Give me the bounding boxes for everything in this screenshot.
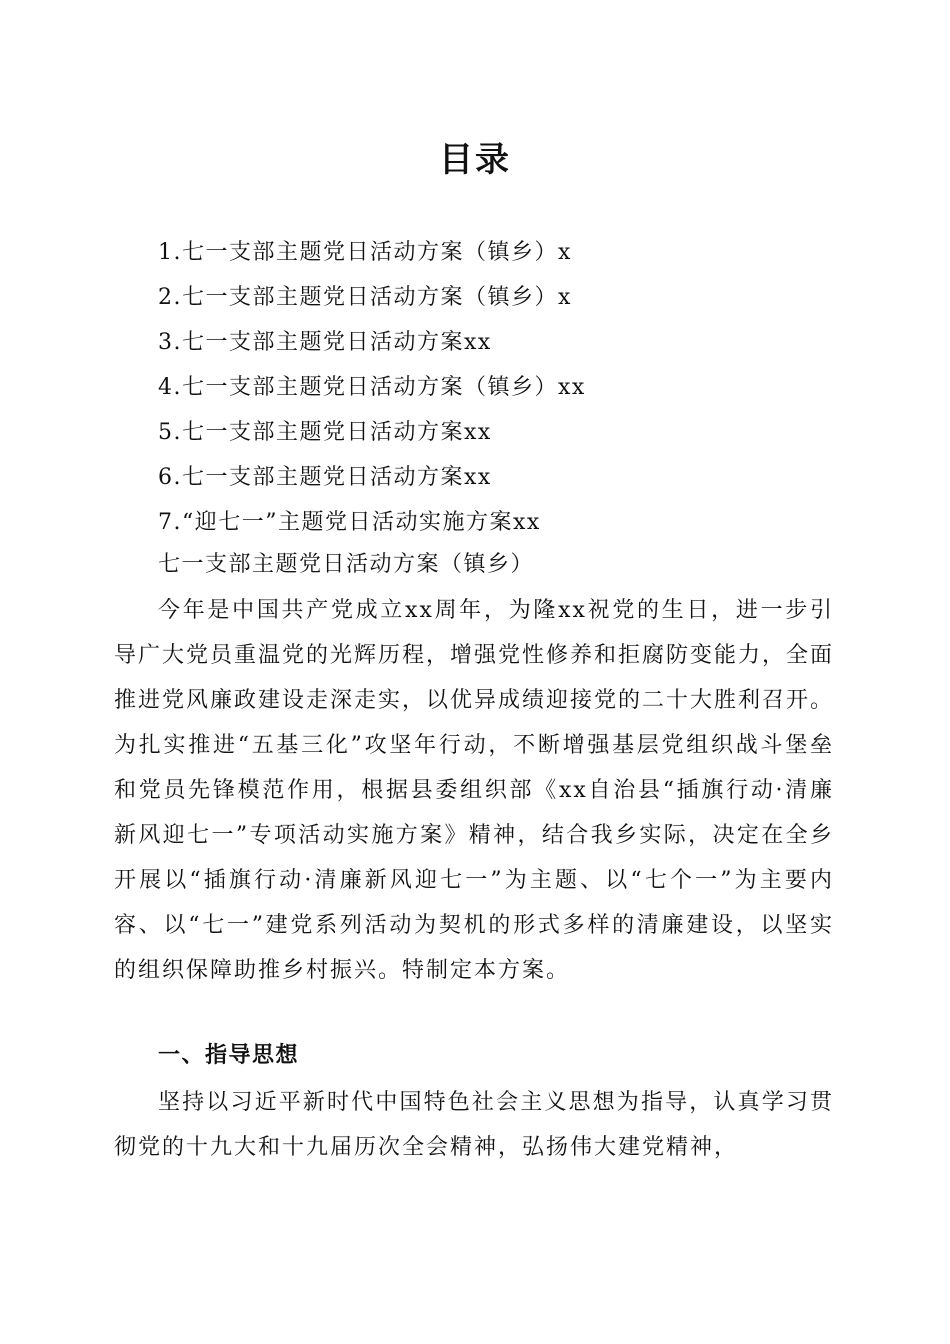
toc-item: 7.“迎七一”主题党日活动实施方案xx xyxy=(158,510,541,535)
section-heading-guiding-ideology: 一、指导思想 xyxy=(158,1043,300,1068)
toc-item: 2.七一支部主题党日活动方案（镇乡）x xyxy=(158,285,572,310)
intro-paragraph: 今年是中国共产党成立xx周年，为隆xx祝党的生日，进一步引导广大党员重温党的光辉历程，增强党性修养和拒腐防变能力，全面推进党风廉政建设走深走实，以优异成绩迎接党的二十大胜利召开。为扎实推进“五基三化”攻坚年行动，不断增强基层党组织战斗堡垒和党员先锋模范作用，根据县委组织部《xx自治县“插旗行动·清廉新风迎七一”专项活动实施方案》精神，结合我乡实际，决定在全乡开展以“插旗行动·清廉新风迎七一”为主题、以“七个一”为主要内容、以“七一”建党系列活动为契机的形式多样的清廉建设，以坚实的组织保障助推乡村振兴。特制定本方案。 xyxy=(114,598,835,983)
section-paragraph-guiding-ideology: 坚持以习近平新时代中国特色社会主义思想为指导，认真学习贯彻党的十九大和十九届历次全会精神，弘扬伟大建党精神， xyxy=(114,1090,834,1160)
toc-item: 1.七一支部主题党日活动方案（镇乡）x xyxy=(158,240,572,265)
toc-item: 6.七一支部主题党日活动方案xx xyxy=(158,465,492,490)
page-title: 目录 xyxy=(439,140,511,180)
toc-item: 3.七一支部主题党日活动方案xx xyxy=(158,330,492,355)
table-of-contents xyxy=(158,230,586,545)
document-title: 七一支部主题党日活动方案（镇乡） xyxy=(158,552,535,577)
toc-item: 4.七一支部主题党日活动方案（镇乡）xx xyxy=(158,375,586,400)
toc-item: 5.七一支部主题党日活动方案xx xyxy=(158,420,492,445)
